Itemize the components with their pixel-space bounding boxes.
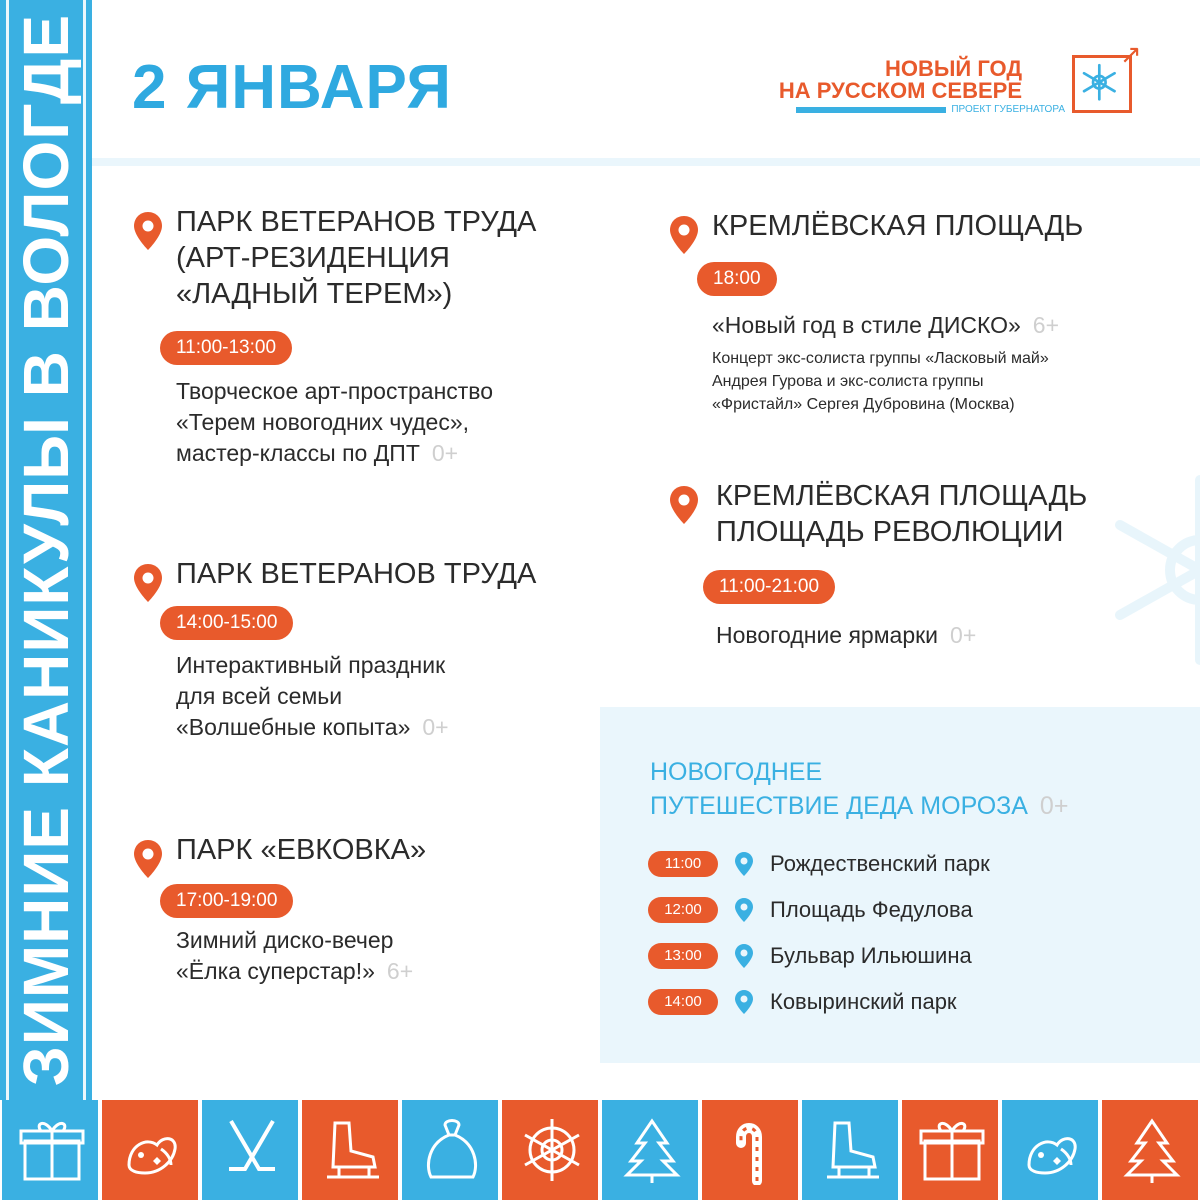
time-badge: 14:00-15:00 bbox=[160, 606, 293, 640]
age-rating: 6+ bbox=[1032, 312, 1060, 338]
venue-name-line: КРЕМЛЁВСКАЯ ПЛОЩАДЬ bbox=[716, 480, 1088, 512]
venue-name-line: ПАРК «ЕВКОВКА» bbox=[176, 834, 427, 866]
tour-title-line: НОВОГОДНЕЕ bbox=[650, 758, 823, 786]
stop-time-badge: 11:00 bbox=[648, 851, 718, 877]
tour-title-line: ПУТЕШЕСТВИЕ ДЕДА МОРОЗА bbox=[650, 792, 1028, 820]
skate-icon bbox=[317, 1115, 387, 1185]
logo-bar bbox=[796, 107, 946, 113]
icon-tile bbox=[1000, 1100, 1100, 1200]
event-subdescription bbox=[712, 347, 1049, 416]
event-description bbox=[176, 376, 493, 469]
age-rating: 0+ bbox=[950, 622, 977, 648]
logo-line-3: ПРОЕКТ ГУБЕРНАТОРА bbox=[951, 104, 1065, 115]
logo-line-2: НА РУССКОМ СЕВЕРЕ bbox=[778, 78, 1022, 103]
description-line: Зимний диско-вечер bbox=[176, 927, 394, 953]
age-rating: 0+ bbox=[1039, 792, 1069, 820]
stop-time-badge: 12:00 bbox=[648, 897, 718, 923]
icon-tile bbox=[500, 1100, 600, 1200]
hockey-sticks-icon bbox=[217, 1115, 287, 1185]
background-snowflake-icon bbox=[1100, 470, 1200, 670]
tree-icon bbox=[617, 1115, 687, 1185]
stop-time-badge: 14:00 bbox=[648, 989, 718, 1015]
venue-name bbox=[176, 832, 426, 868]
location-pin-icon bbox=[734, 897, 754, 923]
age-rating: 6+ bbox=[386, 958, 414, 984]
side-band bbox=[0, 0, 92, 1100]
location-pin-icon bbox=[132, 210, 164, 252]
time-badge: 11:00-13:00 bbox=[160, 331, 292, 365]
logo-line-1: НОВЫЙ ГОД bbox=[884, 56, 1022, 81]
side-title: ЗИМНИЕ КАНИКУЛЫ В ВОЛОГДЕ bbox=[10, 13, 82, 1087]
icon-tile bbox=[1100, 1100, 1200, 1200]
venue-name-line: «ЛАДНЫЙ ТЕРЕМ») bbox=[176, 278, 453, 310]
snowflake-icon bbox=[517, 1115, 587, 1185]
venue-name bbox=[176, 556, 536, 592]
description-line: Интерактивный праздник bbox=[176, 652, 446, 678]
location-pin-icon bbox=[734, 851, 754, 877]
skate-icon bbox=[817, 1115, 887, 1185]
location-pin-icon bbox=[734, 989, 754, 1015]
icon-tile bbox=[800, 1100, 900, 1200]
age-rating: 0+ bbox=[422, 714, 449, 740]
icon-tile bbox=[600, 1100, 700, 1200]
location-pin-icon bbox=[132, 562, 164, 604]
tour-title bbox=[650, 755, 1068, 823]
age-rating: 0+ bbox=[431, 440, 459, 466]
stop-place: Площадь Федулова bbox=[770, 897, 973, 922]
description-line: «Волшебные копыта» bbox=[176, 714, 411, 740]
description-line: Творческое арт-пространство bbox=[176, 378, 494, 404]
tour-panel bbox=[600, 707, 1200, 1063]
date-title: 2 ЯНВАРЯ bbox=[132, 53, 452, 122]
stop-place: Рождественский парк bbox=[770, 851, 990, 876]
gift-icon bbox=[17, 1115, 87, 1185]
location-pin-icon bbox=[734, 943, 754, 969]
location-pin-icon bbox=[668, 214, 700, 256]
description-line: для всей семьи bbox=[176, 683, 343, 709]
event-title bbox=[712, 310, 1059, 341]
icon-tile bbox=[200, 1100, 300, 1200]
description-line: «Терем новогодних чудес», bbox=[176, 409, 470, 435]
icon-strip bbox=[0, 1100, 1200, 1200]
time-badge: 18:00 bbox=[697, 262, 777, 296]
icon-tile bbox=[300, 1100, 400, 1200]
description-line: мастер-классы по ДПТ bbox=[176, 440, 420, 466]
icon-tile bbox=[100, 1100, 200, 1200]
event-description bbox=[176, 925, 413, 987]
venue-name bbox=[712, 208, 1083, 244]
location-pin-icon bbox=[132, 838, 164, 880]
tree-icon bbox=[1117, 1115, 1187, 1185]
candy-cane-icon bbox=[717, 1115, 787, 1185]
subdescription-line: «Фристайл» Сергея Дубровина (Москва) bbox=[712, 396, 1015, 413]
venue-name bbox=[716, 478, 1087, 550]
icon-tile bbox=[700, 1100, 800, 1200]
bird-icon bbox=[117, 1115, 187, 1185]
description-line: «Ёлка суперстар!» bbox=[176, 958, 375, 984]
venue-name-line: ПЛОЩАДЬ РЕВОЛЮЦИИ bbox=[716, 516, 1064, 548]
venue-name bbox=[176, 204, 536, 312]
side-band-stripe bbox=[83, 0, 86, 1100]
stop-time-badge: 13:00 bbox=[648, 943, 718, 969]
bag-icon bbox=[417, 1115, 487, 1185]
event-description bbox=[716, 620, 976, 651]
description-line: Новогодние ярмарки bbox=[716, 622, 939, 648]
venue-name-line: ПАРК ВЕТЕРАНОВ ТРУДА bbox=[176, 206, 537, 238]
logo-arrow-icon: ↗ bbox=[1120, 40, 1142, 70]
icon-tile bbox=[0, 1100, 100, 1200]
icon-tile bbox=[400, 1100, 500, 1200]
bird-icon bbox=[1017, 1115, 1087, 1185]
venue-name-line: КРЕМЛЁВСКАЯ ПЛОЩАДЬ bbox=[712, 210, 1084, 242]
stop-place: Ковыринский парк bbox=[770, 989, 957, 1014]
stop-place: Бульвар Ильюшина bbox=[770, 943, 972, 968]
venue-name-line: (АРТ-РЕЗИДЕНЦИЯ bbox=[176, 242, 450, 274]
event-description bbox=[176, 650, 449, 743]
gift-icon bbox=[917, 1115, 987, 1185]
subdescription-line: Андрея Гурова и экс-солиста группы bbox=[712, 373, 984, 390]
location-pin-icon bbox=[668, 484, 700, 526]
icon-tile bbox=[900, 1100, 1000, 1200]
event-title-text: «Новый год в стиле ДИСКО» bbox=[712, 312, 1021, 338]
logo bbox=[778, 40, 1160, 130]
venue-name-line: ПАРК ВЕТЕРАНОВ ТРУДА bbox=[176, 558, 537, 590]
header-divider bbox=[92, 158, 1200, 166]
time-badge: 11:00-21:00 bbox=[703, 570, 835, 604]
subdescription-line: Концерт экс-солиста группы «Ласковый май» bbox=[712, 350, 1049, 367]
time-badge: 17:00-19:00 bbox=[160, 884, 293, 918]
